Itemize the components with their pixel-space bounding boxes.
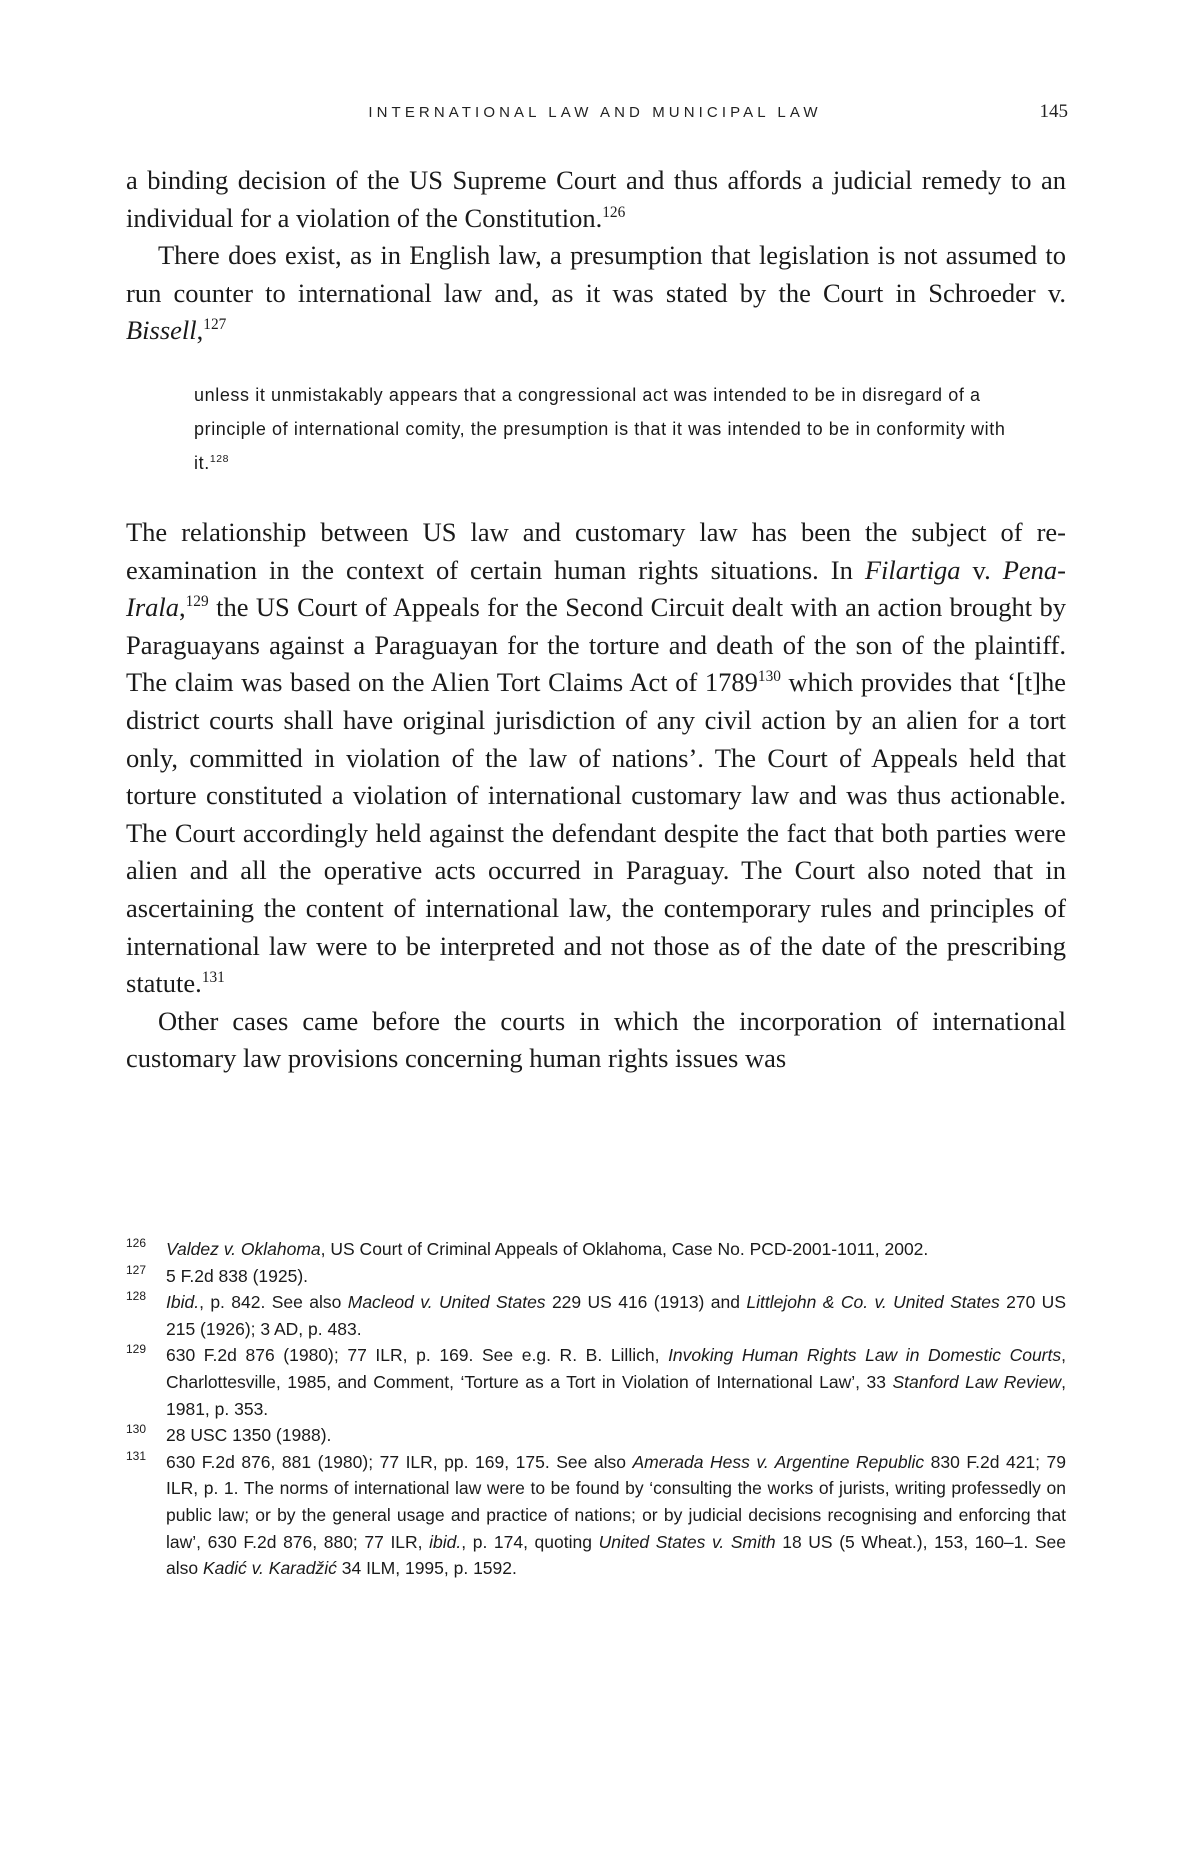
footnote-127 [126, 1263, 1066, 1290]
footnote-text: 630 F.2d 876 (1980); 77 ILR, p. 169. See e.g. R. B. Lillich, [166, 1345, 669, 1366]
footnote-number: 126 [126, 1236, 147, 1250]
footnote-ibid: Ibid. [166, 1292, 200, 1313]
page-number: 145 [1039, 101, 1068, 122]
paragraph-4 [126, 1003, 1066, 1078]
paragraph-3-comma: , [179, 592, 186, 623]
footnote-text: 830 F.2d 421; 79 ILR, p. 1. The norms of international law were to be found by ‘consulting the works of jurists, writing professedly on public law; or by the general usage and practice of nations; or by judicial decisions recognising and enforcing that law’, 630 F.2d 876, 880; 77 ILR, [166, 1451, 1067, 1552]
footnote-text: , p. 174, quoting [461, 1531, 599, 1552]
footnote-text: 5 F.2d 838 (1925). [166, 1265, 309, 1286]
paragraph-3-text-a: The relationship between US law and customary law has been the subject of re-examination in the context of certain human rights situations. In [126, 516, 1066, 585]
footnote-case-title: Amerada Hess v. Argentine Republic [632, 1451, 925, 1472]
paragraph-4-text: Other cases came before the courts in which the incorporation of international customary law provisions concerning human rights issues was [126, 1005, 1066, 1074]
footnote-ref-130: 130 [757, 668, 781, 686]
footnote-text: 270 US 215 (1926); 3 AD, p. 483. [166, 1292, 1066, 1339]
footnote-text: , US Court of Criminal Appeals of Oklahoma, Case No. PCD-2001-1011, 2002. [320, 1239, 929, 1259]
footnote-case-title: Valdez v. Oklahoma [166, 1239, 321, 1259]
footnote-case-title: Littlejohn & Co. v. United States [746, 1292, 1000, 1313]
footnote-text: 28 USC 1350 (1988). [166, 1425, 332, 1446]
footnote-text: 630 F.2d 876, 881 (1980); 77 ILR, pp. 169, 175. See also [166, 1451, 633, 1472]
running-head: INTERNATIONAL LAW AND MUNICIPAL LAW [368, 104, 822, 121]
paragraph-2-comma: , [196, 315, 204, 346]
footnote-text: 18 US (5 Wheat.), 153, 160–1. See also [166, 1531, 1066, 1579]
paragraph-3-text-c: the US Court of Appeals for the Second Circuit dealt with an action brought by Paraguayans against a Paraguayan for the torture and death of the son of the plaintiff. The claim was based on the Alien Tort Claims Act of 1789 [126, 592, 1066, 698]
case-name-filartiga: Filartiga [864, 554, 961, 585]
paragraph-2 [126, 237, 1066, 350]
case-name-bissell: Bissell [126, 315, 197, 346]
footnote-number: 130 [126, 1422, 147, 1437]
footnote-126 [126, 1236, 1066, 1263]
paragraph-1-text: a binding decision of the US Supreme Court and thus affords a judicial remedy to an individual for a violation of the Constitution. [126, 165, 1066, 233]
block-quote [194, 378, 1006, 480]
case-versus: v. [960, 554, 1003, 585]
paragraph-3 [126, 514, 1066, 1003]
footnote-text: , Charlottesville, 1985, and Comment, ‘Torture as a Tort in Violation of International Law’, 33 [166, 1345, 1066, 1392]
footnote-case-title: Macleod v. United States [347, 1292, 546, 1313]
block-quote-text: unless it unmistakably appears that a congressional act was intended to be in disregard of a principle of international comity, the presumption is that it was intended to be in conformity with it. [194, 384, 1006, 473]
body-text [126, 162, 1066, 1078]
footnote-131 [126, 1449, 1066, 1582]
footnote-book-title: Invoking Human Rights Law in Domestic Courts [668, 1345, 1062, 1366]
footnote-number: 129 [126, 1342, 147, 1357]
footnote-ibid: ibid. [429, 1531, 462, 1552]
paragraph-2-text: There does exist, as in English law, a presumption that legislation is not assumed to run counter to international law and, as it was stated by the Court in Schroeder v. [126, 240, 1066, 308]
footnote-130 [126, 1422, 1066, 1449]
footnote-text: , 1981, p. 353. [166, 1371, 1066, 1419]
footnote-text: , p. 842. See also [199, 1292, 348, 1313]
footnote-ref-131: 131 [201, 969, 225, 987]
case-name-pena-irala: Pena-Irala [126, 554, 1066, 623]
footnote-129 [126, 1342, 1066, 1422]
footnote-case-title: Kadić v. Karadžić [202, 1558, 337, 1579]
footnote-number: 131 [126, 1448, 147, 1463]
footnote-case-title: United States v. Smith [598, 1531, 776, 1552]
footnote-text: 229 US 416 (1913) and [545, 1292, 747, 1313]
footnote-journal-title: Stanford Law Review [892, 1371, 1062, 1392]
footnote-128 [126, 1289, 1066, 1342]
footnote-text: 34 ILM, 1995, p. 1592. [336, 1558, 517, 1579]
footnote-ref-129: 129 [185, 593, 209, 611]
footnotes [126, 1236, 1066, 1582]
paragraph-3-text-d: which provides that ‘[t]he district courts shall have original jurisdiction of any civil action by an alien for a tort only, committed in violation of the law of nations’. The Court of Appeals held that torture constituted a violation of international customary law and was thus actionable. The Court accordingly held against the defendant despite the fact that both parties were alien and all the operative acts occurred in Paraguay. The Court also noted that in ascertaining the content of international law, the contemporary rules and principles of international law were to be interpreted and not those as of the date of the prescribing statute. [126, 667, 1066, 999]
footnote-ref-126: 126 [602, 203, 626, 221]
paragraph-1 [126, 162, 1066, 237]
footnote-number: 127 [126, 1262, 147, 1277]
footnote-ref-127: 127 [203, 316, 227, 334]
footnote-number: 128 [126, 1289, 147, 1304]
footnote-ref-128: 128 [209, 453, 230, 465]
